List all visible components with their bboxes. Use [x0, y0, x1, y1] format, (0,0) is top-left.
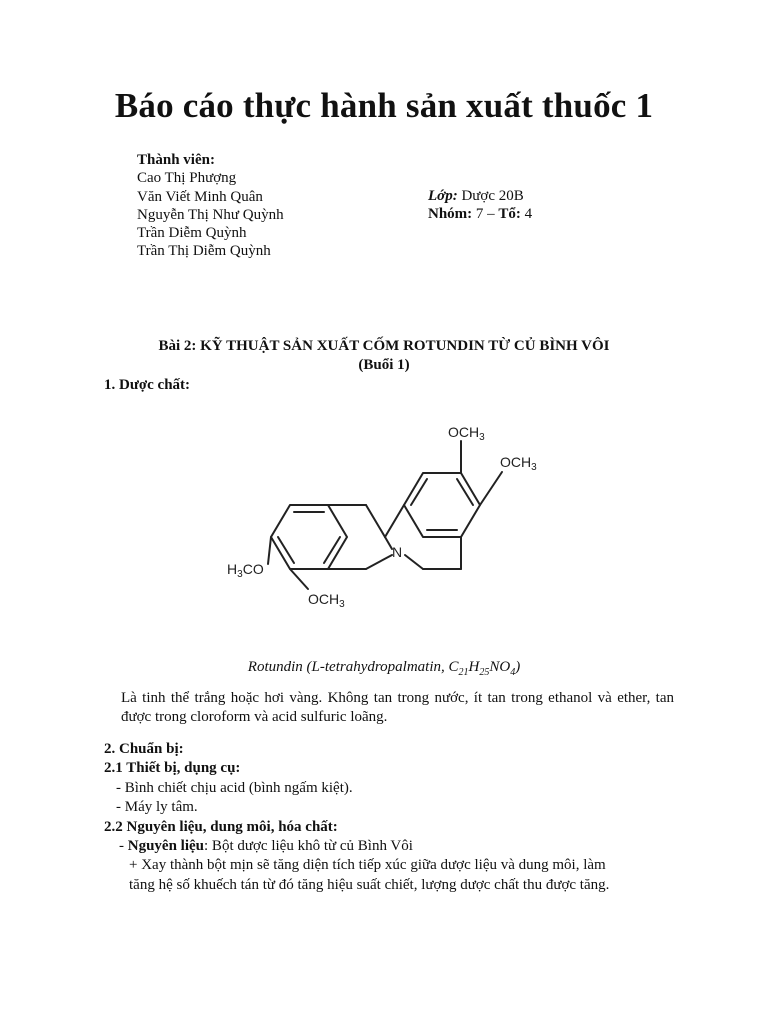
caption-text: Rotundin (L-tetrahydropalmatin, C [247, 659, 459, 675]
equipment-item: - Bình chiết chịu acid (bình ngấm kiệt). [116, 780, 353, 796]
member-name: Trần Thị Diễm Quỳnh [137, 243, 271, 260]
group-label: Nhóm: [428, 206, 473, 223]
right-ring-double-bond [457, 479, 473, 505]
member-name: Văn Viết Minh Quân [137, 188, 263, 205]
methoxy-label-left: $H_3CO$ [227, 561, 264, 580]
material-note-line: + Xay thành bột mịn sẽ tăng diện tích tiếp xúc giữa dược liệu và dung môi, làm [129, 857, 606, 873]
equipment-item: - Máy ly tâm. [116, 799, 198, 815]
class-label: Lớp: [428, 188, 458, 204]
subsection-2-1-heading: 2.1 Thiết bị, dụng cụ: [104, 760, 241, 776]
class-info [428, 187, 532, 224]
right-ring-double-bond [411, 479, 427, 505]
document-title: Báo cáo thực hành sản xuất thuốc 1 [114, 86, 654, 125]
member-list [137, 151, 284, 261]
caption-text: ) [515, 659, 521, 675]
methoxy-bond-right [480, 472, 502, 505]
material-note-line: tăng hệ số khuếch tán từ đó tăng hiệu suất chiết, lượng dược chất thu được tăng. [129, 877, 610, 893]
ring-bond-to-n [366, 555, 392, 569]
caption-subscript: 4 [510, 667, 516, 678]
class-value: Dược 20B [461, 188, 524, 204]
material-text: : Bột dược liệu khô từ củ Bình Vôi [204, 838, 413, 854]
methoxy-label-bottom: $OCH_3$ [308, 591, 345, 610]
right-benzene-ring [404, 473, 480, 537]
member-name: Cao Thị Phượng [137, 170, 237, 187]
left-ring-double-bond [324, 537, 340, 563]
team-value: 4 [524, 206, 533, 223]
left-benzene-ring [271, 505, 347, 569]
caption-text: NO [489, 659, 511, 675]
methoxy-bond-left [268, 537, 271, 564]
ring-bond [385, 505, 404, 537]
left-ring-double-bond [278, 537, 294, 563]
section-2-heading: 2. Chuẩn bị: [104, 741, 184, 757]
methoxy-label-right: $OCH_3$ [500, 454, 537, 473]
material-line [119, 837, 413, 856]
group-value: 7 – [475, 206, 495, 223]
members-label: Thành viên: [137, 152, 215, 168]
methoxy-label-top: $OCH_3$ [448, 424, 485, 443]
section-1-heading: 1. Dược chất: [104, 377, 191, 393]
member-name: Trần Diễm Quỳnh [137, 225, 247, 242]
lesson-session: (Buổi 1) [358, 357, 410, 373]
subsection-2-2-heading: 2.2 Nguyên liệu, dung môi, hóa chất: [104, 819, 338, 835]
team-label: Tổ: [498, 206, 521, 223]
nitrogen-label: N [392, 544, 403, 560]
material-dash: - [119, 838, 128, 854]
ring-bond-to-n [385, 537, 392, 549]
class-line [428, 187, 532, 205]
caption-subscript: 25 [479, 667, 490, 678]
ring-bond [366, 505, 385, 537]
group-line [428, 205, 532, 223]
caption-subscript: 21 [458, 667, 469, 678]
lesson-title: Bài 2: KỸ THUẬT SẢN XUẤT CỐM ROTUNDIN TỪ CỦ BÌNH VÔI [158, 338, 610, 354]
compound-description: Là tinh thể trắng hoặc hơi vàng. Không tan trong nước, ít tan trong ethanol và ether, tan được trong cloroform và acid sulfuric loãng. [121, 690, 674, 725]
caption-text: H [468, 659, 480, 675]
rotundin-structure-figure [220, 412, 550, 622]
member-name: Nguyễn Thị Như Quỳnh [137, 206, 284, 223]
material-label: Nguyên liệu [127, 838, 205, 854]
methoxy-bond-bottom [290, 569, 308, 589]
structure-caption [0, 659, 768, 678]
ring-bond-from-n [405, 555, 423, 569]
